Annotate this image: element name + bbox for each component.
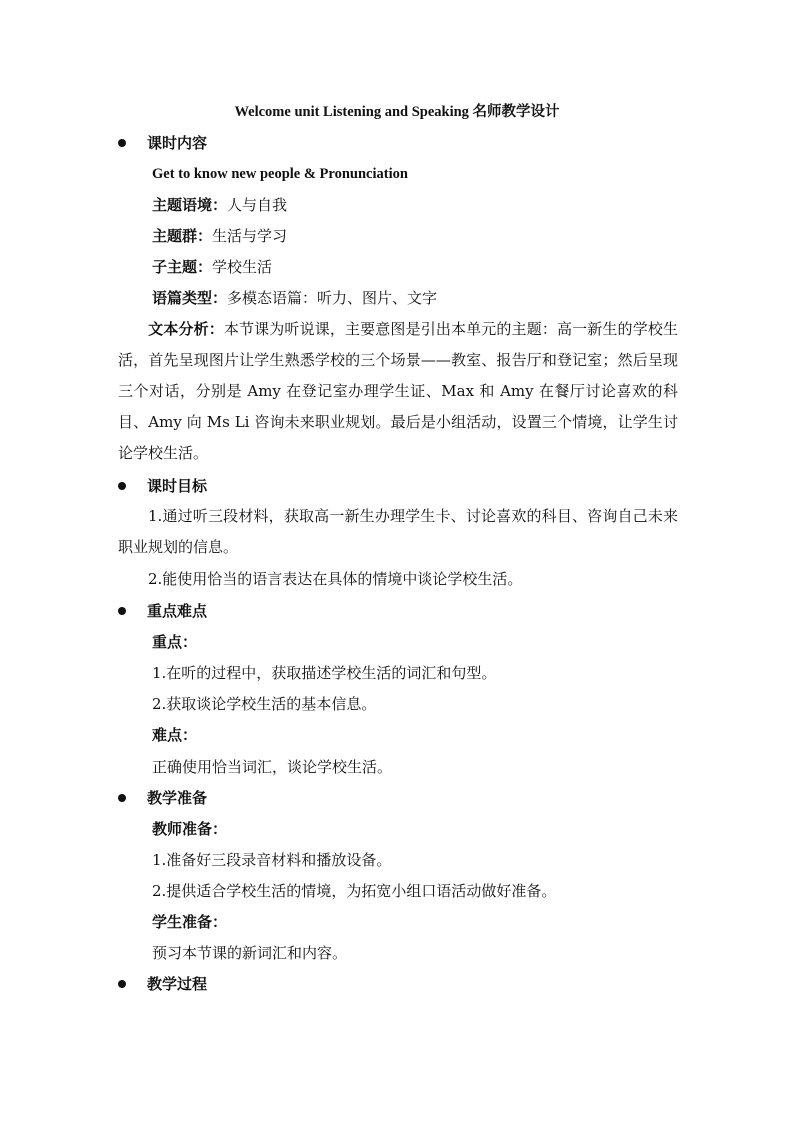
section-heading: 教学过程 [147, 975, 208, 993]
document-title: Welcome unit Listening and Speaking 名师教学设计 [234, 104, 560, 120]
section-heading: 重点难点 [147, 602, 208, 620]
theme-group-line [152, 225, 287, 247]
text-analysis-label: 文本分析： [148, 320, 224, 338]
teacher-preparation-2: 2.提供适合学校生活的情境，为拓宽小组口语活动做好准备。 [152, 882, 557, 900]
objective-item-2: 2.能使用恰当的语言表达在具体的情境中谈论学校生活。 [148, 570, 523, 588]
text-analysis-body: 本节课为听说课，主要意图是引出本单元的主题：高一新生的学校生活，首先呈现图片让学生熟悉学校的三个场景——教室、报告厅和登记室；然后呈现三个对话，分别是 Amy 在登记室办理学生证、Max 和 Amy 在餐厅讨论喜欢的科目、Amy 向 Ms Li 咨询未来职业规划。最后是小组活动，设置三个情境，让学生讨论学校生活。 [118, 320, 678, 462]
section-heading: 教学准备 [147, 789, 208, 807]
theme-context-line [152, 194, 287, 216]
section-content-heading [118, 132, 207, 154]
theme-context-value: 人与自我 [227, 196, 288, 214]
section-process-heading [118, 973, 207, 995]
section-key-points-heading [118, 600, 207, 622]
section-objectives-heading [118, 475, 207, 497]
student-preparation-1: 预习本节课的新词汇和内容。 [152, 944, 348, 962]
text-analysis-paragraph [118, 314, 678, 469]
bullet-icon [118, 482, 126, 490]
text-type-label: 语篇类型： [152, 289, 228, 307]
bullet-icon [118, 139, 126, 147]
objective-text: 1.通过听三段材料，获取高一新生办理学生卡、讨论喜欢的科目、咨询自己未来职业规划的信息。 [118, 507, 678, 556]
difficult-points-label: 难点： [152, 726, 198, 744]
objective-item-1 [118, 501, 678, 563]
key-points-label: 重点： [152, 633, 198, 651]
theme-group-value: 生活与学习 [212, 227, 288, 245]
student-preparation-label: 学生准备： [152, 913, 228, 931]
sub-theme-value: 学校生活 [212, 258, 273, 276]
bullet-icon [118, 794, 126, 802]
theme-group-label: 主题群： [152, 227, 213, 245]
sub-theme-line [152, 256, 272, 278]
lesson-subtitle: Get to know new people & Pronunciation [152, 166, 408, 182]
teacher-preparation-label: 教师准备： [152, 820, 228, 838]
bullet-icon [118, 607, 126, 615]
text-type-value: 多模态语篇：听力、图片、文字 [227, 289, 438, 307]
teacher-preparation-1: 1.准备好三段录音材料和播放设备。 [152, 851, 392, 869]
key-point-1: 1.在听的过程中，获取描述学校生活的词汇和句型。 [152, 664, 497, 682]
difficult-point-1: 正确使用恰当词汇，谈论学校生活。 [152, 758, 393, 776]
key-point-2: 2.获取谈论学校生活的基本信息。 [152, 695, 377, 713]
sub-theme-label: 子主题： [152, 258, 213, 276]
text-type-line [152, 287, 437, 309]
section-preparation-heading [118, 787, 207, 809]
theme-context-label: 主题语境： [152, 196, 228, 214]
bullet-icon [118, 980, 126, 988]
section-heading: 课时内容 [147, 134, 208, 152]
section-heading: 课时目标 [147, 477, 208, 495]
